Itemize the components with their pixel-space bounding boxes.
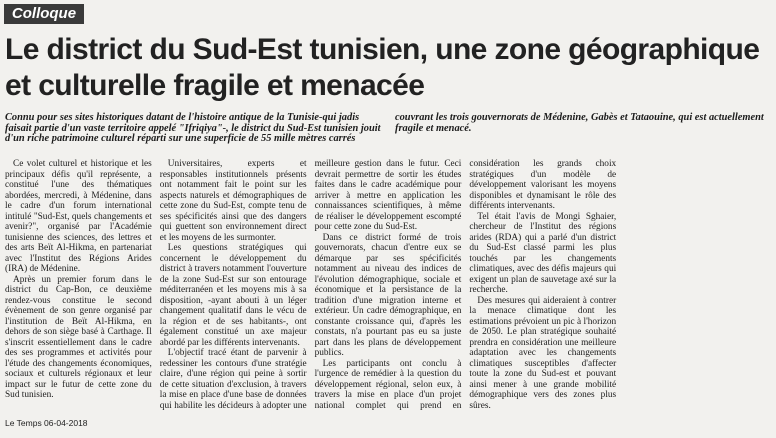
article-lead: Connu pour ses sites historiques datant de l'histoire antique de la Tunisie-qui jadis faisait partie d'un vaste territoire appelé "Ifriqiya"-, le district du Sud-Est tunisien jouit d'un riche patrimoine culturel réparti sur une superficie de 55 mille mètres carrés couvrant les trois gouvernorats de Médenine, Gabès et Tataouine, qui est actuellement fragile et menacé. xyxy=(5,112,764,145)
body-paragraph: Ce volet culturel et historique et les principaux défis qu'il représente, a constitué l'une des thématiques abordées, mercredi, à Médenine, dans le cadre d'un forum international intitulé "Sud-Est, quels changements et avenir?", organisé par l'Académie tunisienne des sciences, des lettres et des arts Beït Al-Hikma, en partenariat avec l'Institut des Régions Arides (IRA) de Médenine. xyxy=(5,159,152,274)
body-paragraph: Des mesures qui aideraient à contrer la menace climatique dont les estimations prévoient un pic à l'horizon de 2050. Le plan stratégique souhaité prendra en considération une meilleure adaptation avec les changements climatiques susceptibles d'affecter toute la zone du Sud-est et pouvant ainsi mener à une grande mobilité démographique vers des zones plus sûres. xyxy=(469,295,617,411)
body-paragraph: Les questions stratégiques qui concernent le développement du district à travers notamment l'ouverture de la zone Sud-Est sur son entourage méditerranéen et les moyens mis à sa disposition, -ayant abouti à un léger changement qualitatif dans le vécu de la région et de ses habitants-, ont également constitué un axe majeur abordé par les différents intervenants. xyxy=(159,243,307,348)
article-body xyxy=(5,159,771,421)
body-paragraph: Tel était l'avis de Mongi Sghaier, chercheur de l'Institut des régions arides (RDA) qui a parlé d'un district du Sud-Est classé parmi les plus touchés par les changements climatiques, avec des défis majeurs qui exigent un plan de sauvetage axé sur la recherche. xyxy=(469,211,617,295)
body-paragraph: Dans ce district formé de trois gouvernorats, chacun d'entre eux se démarque par ses spécificités notamment au niveau des indices de l'évolution démographique, sociale et économique et la persistance de la tradition d'une migration interne et extérieur. Un cadre démographique, en constante croissance qui, d'après les constats, n'a pourtant pas eu sa juste part dans les plans de développement publics. xyxy=(314,232,462,358)
body-paragraph: L'objectif tracé étant de parvenir à redessiner les contours d'une stratégie claire, d'une région qui peine à sortir de cette situation d'exclusion, à travers la mise en place d'une base de données qui habilite les décideurs à adopter une meilleure gestion dans le futur. Ceci devrait permettre de sortir les études faites dans le cadre académique pour arriver à mettre en application les connaissances scientifiques, à même de réaliser le développement escompté pour cette zone du Sud-Est. xyxy=(159,159,462,411)
body-paragraph: Les participants ont conclu à l'urgence de remédier à la question du développement régional, selon eux, à travers la mise en place d'un projet national complet qui prend en considération les grands choix stratégiques d'un modèle de développement valorisant les moyens disponibles et dynamisant le rôle des différents intervenants. xyxy=(314,159,617,411)
article-headline: Le district du Sud-Est tunisien, une zone géographique et culturelle fragile et menacée xyxy=(5,33,760,102)
body-paragraph: Universitaires, experts et responsables institutionnels présents ont notamment fait le point sur les aspects naturels et démographiques de cette zone du Sud-Est, compte tenu de ses spécificités ainsi que des dangers qui guettent son environnement direct et les moyens de les surmonter. xyxy=(159,159,307,243)
source-footer: Le Temps 06-04-2018 xyxy=(5,418,88,428)
rubric-label: Colloque xyxy=(4,4,84,24)
body-paragraph: Après un premier forum dans le district du Cap-Bon, ce deuxième rendez-vous constitue le second évènement de son genre organisé par l'institution de Beït Al-Hikma, en dehors de son siège basé à Carthage. Il s'inscrit essentiellement dans le cadre des ses programmes et activités pour l'étude des changements économiques, sociaux et culturels régionaux et leur impact sur le futur de cette zone du Sud tunisien. xyxy=(5,274,152,400)
